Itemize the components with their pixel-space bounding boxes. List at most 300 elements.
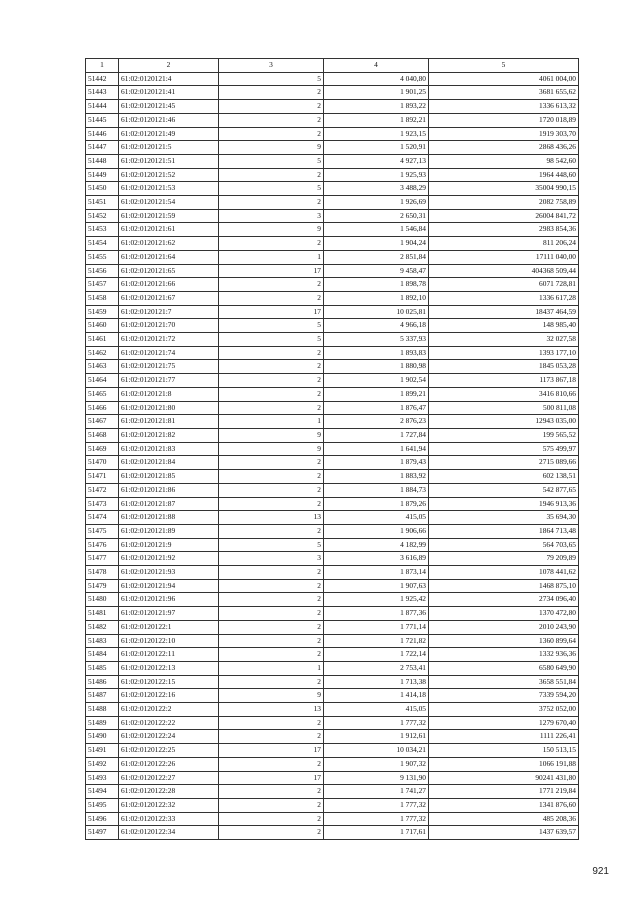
table-row <box>86 538 579 552</box>
table-cell-col-5: 3416 810,66 <box>429 387 579 401</box>
table-cell-col-2: 61:02:0120121:92 <box>119 552 219 566</box>
table-cell-col-4: 5 337,93 <box>324 333 429 347</box>
table-cell-col-3: 5 <box>219 319 324 333</box>
table-row <box>86 785 579 799</box>
table-cell-col-4: 1 898,78 <box>324 278 429 292</box>
table-row <box>86 141 579 155</box>
table-cell-col-2: 61:02:0120121:52 <box>119 168 219 182</box>
table-cell-col-1: 51443 <box>86 86 119 100</box>
table-cell-col-2: 61:02:0120121:9 <box>119 538 219 552</box>
table-cell-col-3: 2 <box>219 374 324 388</box>
table-cell-col-2: 61:02:0120121:61 <box>119 223 219 237</box>
table-cell-col-5: 6071 728,81 <box>429 278 579 292</box>
table-cell-col-2: 61:02:0120121:87 <box>119 497 219 511</box>
table-cell-col-5: 1437 639,57 <box>429 826 579 840</box>
table-cell-col-4: 1 893,83 <box>324 346 429 360</box>
table-cell-col-5: 1332 936,36 <box>429 648 579 662</box>
table-cell-col-1: 51464 <box>86 374 119 388</box>
table-cell-col-4: 1 873,14 <box>324 566 429 580</box>
table-cell-col-5: 4061 004,00 <box>429 72 579 86</box>
table-cell-col-1: 51488 <box>86 703 119 717</box>
table-row <box>86 182 579 196</box>
table-cell-col-1: 51469 <box>86 442 119 456</box>
table-row <box>86 264 579 278</box>
table-cell-col-3: 2 <box>219 360 324 374</box>
table-cell-col-1: 51450 <box>86 182 119 196</box>
table-row <box>86 305 579 319</box>
table-row <box>86 634 579 648</box>
table-cell-col-2: 61:02:0120121:75 <box>119 360 219 374</box>
table-cell-col-4: 1 717,61 <box>324 826 429 840</box>
header-col-4: 4 <box>324 59 429 73</box>
table-cell-col-1: 51486 <box>86 675 119 689</box>
table-cell-col-5: 98 542,60 <box>429 154 579 168</box>
table-cell-col-4: 1 912,61 <box>324 730 429 744</box>
table-cell-col-3: 2 <box>219 483 324 497</box>
table-cell-col-5: 1370 472,80 <box>429 607 579 621</box>
table-cell-col-4: 1 907,32 <box>324 757 429 771</box>
table-cell-col-4: 10 034,21 <box>324 744 429 758</box>
table-cell-col-5: 35 694,30 <box>429 511 579 525</box>
table-cell-col-2: 61:02:0120121:83 <box>119 442 219 456</box>
table-row <box>86 250 579 264</box>
table-cell-col-4: 1 899,21 <box>324 387 429 401</box>
table-cell-col-3: 2 <box>219 812 324 826</box>
table-cell-col-2: 61:02:0120121:81 <box>119 415 219 429</box>
table-cell-col-4: 1 907,63 <box>324 579 429 593</box>
table-row <box>86 771 579 785</box>
table-cell-col-3: 2 <box>219 826 324 840</box>
table-cell-col-3: 2 <box>219 456 324 470</box>
table-row <box>86 744 579 758</box>
table-row <box>86 566 579 580</box>
table-cell-col-1: 51449 <box>86 168 119 182</box>
table-row <box>86 552 579 566</box>
table-row <box>86 812 579 826</box>
table-cell-col-4: 1 880,98 <box>324 360 429 374</box>
table-cell-col-4: 1 926,69 <box>324 196 429 210</box>
table-cell-col-1: 51470 <box>86 456 119 470</box>
table-row <box>86 579 579 593</box>
table-cell-col-1: 51472 <box>86 483 119 497</box>
table-cell-col-4: 1 771,14 <box>324 620 429 634</box>
table-cell-col-2: 61:02:0120121:59 <box>119 209 219 223</box>
table-cell-col-1: 51478 <box>86 566 119 580</box>
table-cell-col-3: 9 <box>219 141 324 155</box>
table-row <box>86 100 579 114</box>
table-cell-col-4: 1 879,43 <box>324 456 429 470</box>
table-cell-col-4: 1 906,66 <box>324 524 429 538</box>
table-row <box>86 826 579 840</box>
table-cell-col-3: 3 <box>219 209 324 223</box>
table-row <box>86 703 579 717</box>
table-row <box>86 511 579 525</box>
table-cell-col-3: 2 <box>219 675 324 689</box>
table-cell-col-5: 1468 875,10 <box>429 579 579 593</box>
table-cell-col-4: 9 458,47 <box>324 264 429 278</box>
table-cell-col-1: 51485 <box>86 661 119 675</box>
table-cell-col-1: 51455 <box>86 250 119 264</box>
table-cell-col-5: 90241 431,80 <box>429 771 579 785</box>
table-cell-col-3: 2 <box>219 291 324 305</box>
table-cell-col-3: 2 <box>219 620 324 634</box>
table-cell-col-2: 61:02:0120122:25 <box>119 744 219 758</box>
table-cell-col-5: 485 208,36 <box>429 812 579 826</box>
table-row <box>86 387 579 401</box>
table-row <box>86 223 579 237</box>
table-cell-col-1: 51491 <box>86 744 119 758</box>
table-cell-col-2: 61:02:0120122:26 <box>119 757 219 771</box>
table-cell-col-1: 51492 <box>86 757 119 771</box>
table-cell-col-1: 51444 <box>86 100 119 114</box>
table-cell-col-4: 1 925,93 <box>324 168 429 182</box>
table-cell-col-3: 2 <box>219 593 324 607</box>
table-cell-col-2: 61:02:0120121:49 <box>119 127 219 141</box>
table-cell-col-5: 1336 613,32 <box>429 100 579 114</box>
table-cell-col-3: 5 <box>219 154 324 168</box>
table-cell-col-5: 1771 219,84 <box>429 785 579 799</box>
table-cell-col-5: 2082 758,89 <box>429 196 579 210</box>
table-cell-col-1: 51493 <box>86 771 119 785</box>
table-cell-col-3: 2 <box>219 524 324 538</box>
table-cell-col-2: 61:02:0120121:54 <box>119 196 219 210</box>
table-cell-col-3: 9 <box>219 442 324 456</box>
table-cell-col-2: 61:02:0120122:2 <box>119 703 219 717</box>
table-row <box>86 716 579 730</box>
table-row <box>86 442 579 456</box>
table-cell-col-1: 51474 <box>86 511 119 525</box>
header-col-5: 5 <box>429 59 579 73</box>
table-cell-col-2: 61:02:0120121:72 <box>119 333 219 347</box>
table-row <box>86 401 579 415</box>
table-cell-col-4: 1 904,24 <box>324 237 429 251</box>
table-cell-col-2: 61:02:0120122:16 <box>119 689 219 703</box>
table-cell-col-2: 61:02:0120122:34 <box>119 826 219 840</box>
table-cell-col-4: 1 777,32 <box>324 812 429 826</box>
table-cell-col-4: 2 650,31 <box>324 209 429 223</box>
table-cell-col-1: 51460 <box>86 319 119 333</box>
table-row <box>86 483 579 497</box>
table-cell-col-2: 61:02:0120121:65 <box>119 264 219 278</box>
table-cell-col-3: 3 <box>219 552 324 566</box>
table-cell-col-4: 1 902,54 <box>324 374 429 388</box>
table-cell-col-4: 1 923,15 <box>324 127 429 141</box>
table-cell-col-1: 51496 <box>86 812 119 826</box>
table-cell-col-4: 10 025,81 <box>324 305 429 319</box>
table-cell-col-1: 51458 <box>86 291 119 305</box>
table-cell-col-4: 1 883,92 <box>324 470 429 484</box>
table-cell-col-3: 2 <box>219 497 324 511</box>
table-cell-col-5: 811 206,24 <box>429 237 579 251</box>
table-cell-col-1: 51447 <box>86 141 119 155</box>
table-cell-col-1: 51467 <box>86 415 119 429</box>
table-cell-col-5: 2868 436,26 <box>429 141 579 155</box>
table-cell-col-2: 61:02:0120121:4 <box>119 72 219 86</box>
table-cell-col-2: 61:02:0120122:33 <box>119 812 219 826</box>
table-cell-col-1: 51489 <box>86 716 119 730</box>
table-cell-col-3: 2 <box>219 196 324 210</box>
table-cell-col-3: 17 <box>219 744 324 758</box>
table-row <box>86 593 579 607</box>
table-cell-col-1: 51442 <box>86 72 119 86</box>
table-cell-col-5: 1864 713,48 <box>429 524 579 538</box>
table-cell-col-4: 1 925,42 <box>324 593 429 607</box>
table-cell-col-3: 2 <box>219 387 324 401</box>
table-cell-col-1: 51482 <box>86 620 119 634</box>
table-cell-col-5: 1279 670,40 <box>429 716 579 730</box>
table-cell-col-2: 61:02:0120122:27 <box>119 771 219 785</box>
table-cell-col-4: 1 722,14 <box>324 648 429 662</box>
table-cell-col-3: 2 <box>219 566 324 580</box>
table-cell-col-4: 2 876,23 <box>324 415 429 429</box>
header-col-3: 3 <box>219 59 324 73</box>
table-cell-col-2: 61:02:0120121:88 <box>119 511 219 525</box>
table-cell-col-2: 61:02:0120122:1 <box>119 620 219 634</box>
table-cell-col-5: 1336 617,28 <box>429 291 579 305</box>
table-cell-col-5: 404368 509,44 <box>429 264 579 278</box>
table-cell-col-2: 61:02:0120121:70 <box>119 319 219 333</box>
table-row <box>86 428 579 442</box>
table-cell-col-2: 61:02:0120122:15 <box>119 675 219 689</box>
table-cell-col-4: 1 877,36 <box>324 607 429 621</box>
table-cell-col-1: 51457 <box>86 278 119 292</box>
table-cell-col-5: 2734 096,40 <box>429 593 579 607</box>
table-cell-col-3: 5 <box>219 538 324 552</box>
table-cell-col-1: 51468 <box>86 428 119 442</box>
table-cell-col-4: 1 727,84 <box>324 428 429 442</box>
table-row <box>86 291 579 305</box>
table-cell-col-5: 2715 089,66 <box>429 456 579 470</box>
table-cell-col-3: 2 <box>219 798 324 812</box>
table-cell-col-2: 61:02:0120121:93 <box>119 566 219 580</box>
table-cell-col-2: 61:02:0120121:96 <box>119 593 219 607</box>
table-cell-col-4: 1 892,10 <box>324 291 429 305</box>
table-row <box>86 154 579 168</box>
table-cell-col-2: 61:02:0120121:66 <box>119 278 219 292</box>
table-cell-col-2: 61:02:0120121:80 <box>119 401 219 415</box>
table-cell-col-3: 2 <box>219 716 324 730</box>
table-cell-col-2: 61:02:0120121:86 <box>119 483 219 497</box>
table-row <box>86 661 579 675</box>
table-cell-col-2: 61:02:0120121:84 <box>119 456 219 470</box>
table-row <box>86 470 579 484</box>
table-cell-col-3: 2 <box>219 579 324 593</box>
table-cell-col-5: 542 877,65 <box>429 483 579 497</box>
table-cell-col-3: 2 <box>219 634 324 648</box>
table-cell-col-5: 150 513,15 <box>429 744 579 758</box>
table-cell-col-1: 51448 <box>86 154 119 168</box>
table-cell-col-1: 51445 <box>86 113 119 127</box>
table-cell-col-4: 1 892,21 <box>324 113 429 127</box>
table-cell-col-1: 51473 <box>86 497 119 511</box>
table-cell-col-5: 2010 243,90 <box>429 620 579 634</box>
table-row <box>86 168 579 182</box>
table-cell-col-5: 1078 441,62 <box>429 566 579 580</box>
table-cell-col-4: 2 851,84 <box>324 250 429 264</box>
table-cell-col-2: 61:02:0120121:97 <box>119 607 219 621</box>
table-cell-col-1: 51479 <box>86 579 119 593</box>
table-cell-col-3: 2 <box>219 648 324 662</box>
table-cell-col-2: 61:02:0120121:5 <box>119 141 219 155</box>
table-cell-col-1: 51456 <box>86 264 119 278</box>
table-cell-col-5: 1111 226,41 <box>429 730 579 744</box>
table-row <box>86 497 579 511</box>
table-row <box>86 237 579 251</box>
table-row <box>86 333 579 347</box>
table-cell-col-1: 51495 <box>86 798 119 812</box>
table-cell-col-4: 1 641,94 <box>324 442 429 456</box>
table-cell-col-2: 61:02:0120121:45 <box>119 100 219 114</box>
table-cell-col-1: 51484 <box>86 648 119 662</box>
table-cell-col-4: 4 927,13 <box>324 154 429 168</box>
table-cell-col-3: 5 <box>219 72 324 86</box>
table-cell-col-3: 2 <box>219 757 324 771</box>
table-cell-col-2: 61:02:0120122:22 <box>119 716 219 730</box>
table-cell-col-4: 1 879,26 <box>324 497 429 511</box>
table-cell-col-1: 51461 <box>86 333 119 347</box>
header-row <box>86 59 579 73</box>
table-row <box>86 648 579 662</box>
header-col-2: 2 <box>119 59 219 73</box>
table-row <box>86 72 579 86</box>
table-cell-col-4: 2 753,41 <box>324 661 429 675</box>
table-cell-col-1: 51497 <box>86 826 119 840</box>
table-cell-col-3: 2 <box>219 168 324 182</box>
table-cell-col-2: 61:02:0120121:94 <box>119 579 219 593</box>
table-row <box>86 689 579 703</box>
table-cell-col-5: 575 499,97 <box>429 442 579 456</box>
table-cell-col-3: 2 <box>219 113 324 127</box>
table-cell-col-1: 51466 <box>86 401 119 415</box>
table-row <box>86 798 579 812</box>
table-cell-col-1: 51476 <box>86 538 119 552</box>
table-cell-col-5: 602 138,51 <box>429 470 579 484</box>
table-cell-col-1: 51446 <box>86 127 119 141</box>
table-cell-col-5: 148 985,40 <box>429 319 579 333</box>
table-cell-col-4: 4 182,99 <box>324 538 429 552</box>
table-row <box>86 278 579 292</box>
table-cell-col-3: 2 <box>219 100 324 114</box>
table-cell-col-1: 51471 <box>86 470 119 484</box>
table-cell-col-3: 2 <box>219 127 324 141</box>
table-cell-col-1: 51462 <box>86 346 119 360</box>
table-cell-col-5: 1173 867,18 <box>429 374 579 388</box>
table-cell-col-2: 61:02:0120121:41 <box>119 86 219 100</box>
table-cell-col-1: 51459 <box>86 305 119 319</box>
table-cell-col-1: 51452 <box>86 209 119 223</box>
table-cell-col-2: 61:02:0120122:13 <box>119 661 219 675</box>
table-cell-col-5: 1946 913,36 <box>429 497 579 511</box>
table-cell-col-5: 32 027,58 <box>429 333 579 347</box>
table-cell-col-1: 51465 <box>86 387 119 401</box>
data-table <box>85 58 579 840</box>
table-cell-col-3: 2 <box>219 278 324 292</box>
table-cell-col-2: 61:02:0120121:89 <box>119 524 219 538</box>
table-header <box>86 59 579 73</box>
table-cell-col-5: 1066 191,88 <box>429 757 579 771</box>
table-cell-col-4: 1 741,27 <box>324 785 429 799</box>
table-cell-col-5: 1720 018,89 <box>429 113 579 127</box>
table-cell-col-1: 51454 <box>86 237 119 251</box>
table-cell-col-1: 51475 <box>86 524 119 538</box>
table-cell-col-4: 1 884,73 <box>324 483 429 497</box>
table-cell-col-2: 61:02:0120121:8 <box>119 387 219 401</box>
table-cell-col-3: 2 <box>219 237 324 251</box>
table-row <box>86 607 579 621</box>
table-cell-col-5: 1845 053,28 <box>429 360 579 374</box>
table-cell-col-3: 9 <box>219 223 324 237</box>
table-cell-col-2: 61:02:0120122:11 <box>119 648 219 662</box>
table-cell-col-3: 2 <box>219 607 324 621</box>
table-cell-col-5: 79 209,89 <box>429 552 579 566</box>
table-row <box>86 730 579 744</box>
table-cell-col-5: 7339 594,20 <box>429 689 579 703</box>
table-cell-col-5: 199 565,52 <box>429 428 579 442</box>
table-cell-col-4: 1 876,47 <box>324 401 429 415</box>
table-row <box>86 209 579 223</box>
table-cell-col-4: 1 893,22 <box>324 100 429 114</box>
table-cell-col-4: 415,05 <box>324 703 429 717</box>
table-cell-col-5: 500 811,08 <box>429 401 579 415</box>
table-cell-col-1: 51483 <box>86 634 119 648</box>
table-cell-col-2: 61:02:0120122:32 <box>119 798 219 812</box>
table-cell-col-2: 61:02:0120121:67 <box>119 291 219 305</box>
table-cell-col-5: 17111 040,00 <box>429 250 579 264</box>
table-cell-col-2: 61:02:0120121:64 <box>119 250 219 264</box>
table-cell-col-4: 1 520,91 <box>324 141 429 155</box>
table-cell-col-5: 1360 899,64 <box>429 634 579 648</box>
table-cell-col-2: 61:02:0120121:62 <box>119 237 219 251</box>
table-cell-col-2: 61:02:0120121:7 <box>119 305 219 319</box>
table-row <box>86 374 579 388</box>
table-cell-col-3: 2 <box>219 86 324 100</box>
table-cell-col-3: 2 <box>219 346 324 360</box>
table-row <box>86 524 579 538</box>
table-cell-col-2: 61:02:0120121:53 <box>119 182 219 196</box>
table-row <box>86 415 579 429</box>
table-cell-col-4: 1 777,32 <box>324 716 429 730</box>
table-row <box>86 675 579 689</box>
table-cell-col-5: 26004 841,72 <box>429 209 579 223</box>
table-cell-col-4: 9 131,90 <box>324 771 429 785</box>
table-cell-col-1: 51494 <box>86 785 119 799</box>
table-cell-col-2: 61:02:0120121:77 <box>119 374 219 388</box>
table-cell-col-2: 61:02:0120122:28 <box>119 785 219 799</box>
table-cell-col-1: 51490 <box>86 730 119 744</box>
table-cell-col-4: 3 616,89 <box>324 552 429 566</box>
table-cell-col-3: 17 <box>219 771 324 785</box>
table-cell-col-5: 3681 655,62 <box>429 86 579 100</box>
table-cell-col-3: 5 <box>219 333 324 347</box>
table-row <box>86 86 579 100</box>
table-row <box>86 456 579 470</box>
table-cell-col-3: 2 <box>219 785 324 799</box>
table-cell-col-5: 35004 990,15 <box>429 182 579 196</box>
table-cell-col-5: 6580 649,90 <box>429 661 579 675</box>
table-cell-col-3: 9 <box>219 428 324 442</box>
table-cell-col-1: 51487 <box>86 689 119 703</box>
table-cell-col-3: 13 <box>219 511 324 525</box>
table-cell-col-5: 1919 303,70 <box>429 127 579 141</box>
table-cell-col-5: 3658 551,84 <box>429 675 579 689</box>
table-cell-col-3: 5 <box>219 182 324 196</box>
table-cell-col-5: 1393 177,10 <box>429 346 579 360</box>
table-cell-col-3: 1 <box>219 661 324 675</box>
table-cell-col-1: 51480 <box>86 593 119 607</box>
table-row <box>86 196 579 210</box>
table-cell-col-3: 17 <box>219 305 324 319</box>
table-cell-col-4: 4 966,18 <box>324 319 429 333</box>
